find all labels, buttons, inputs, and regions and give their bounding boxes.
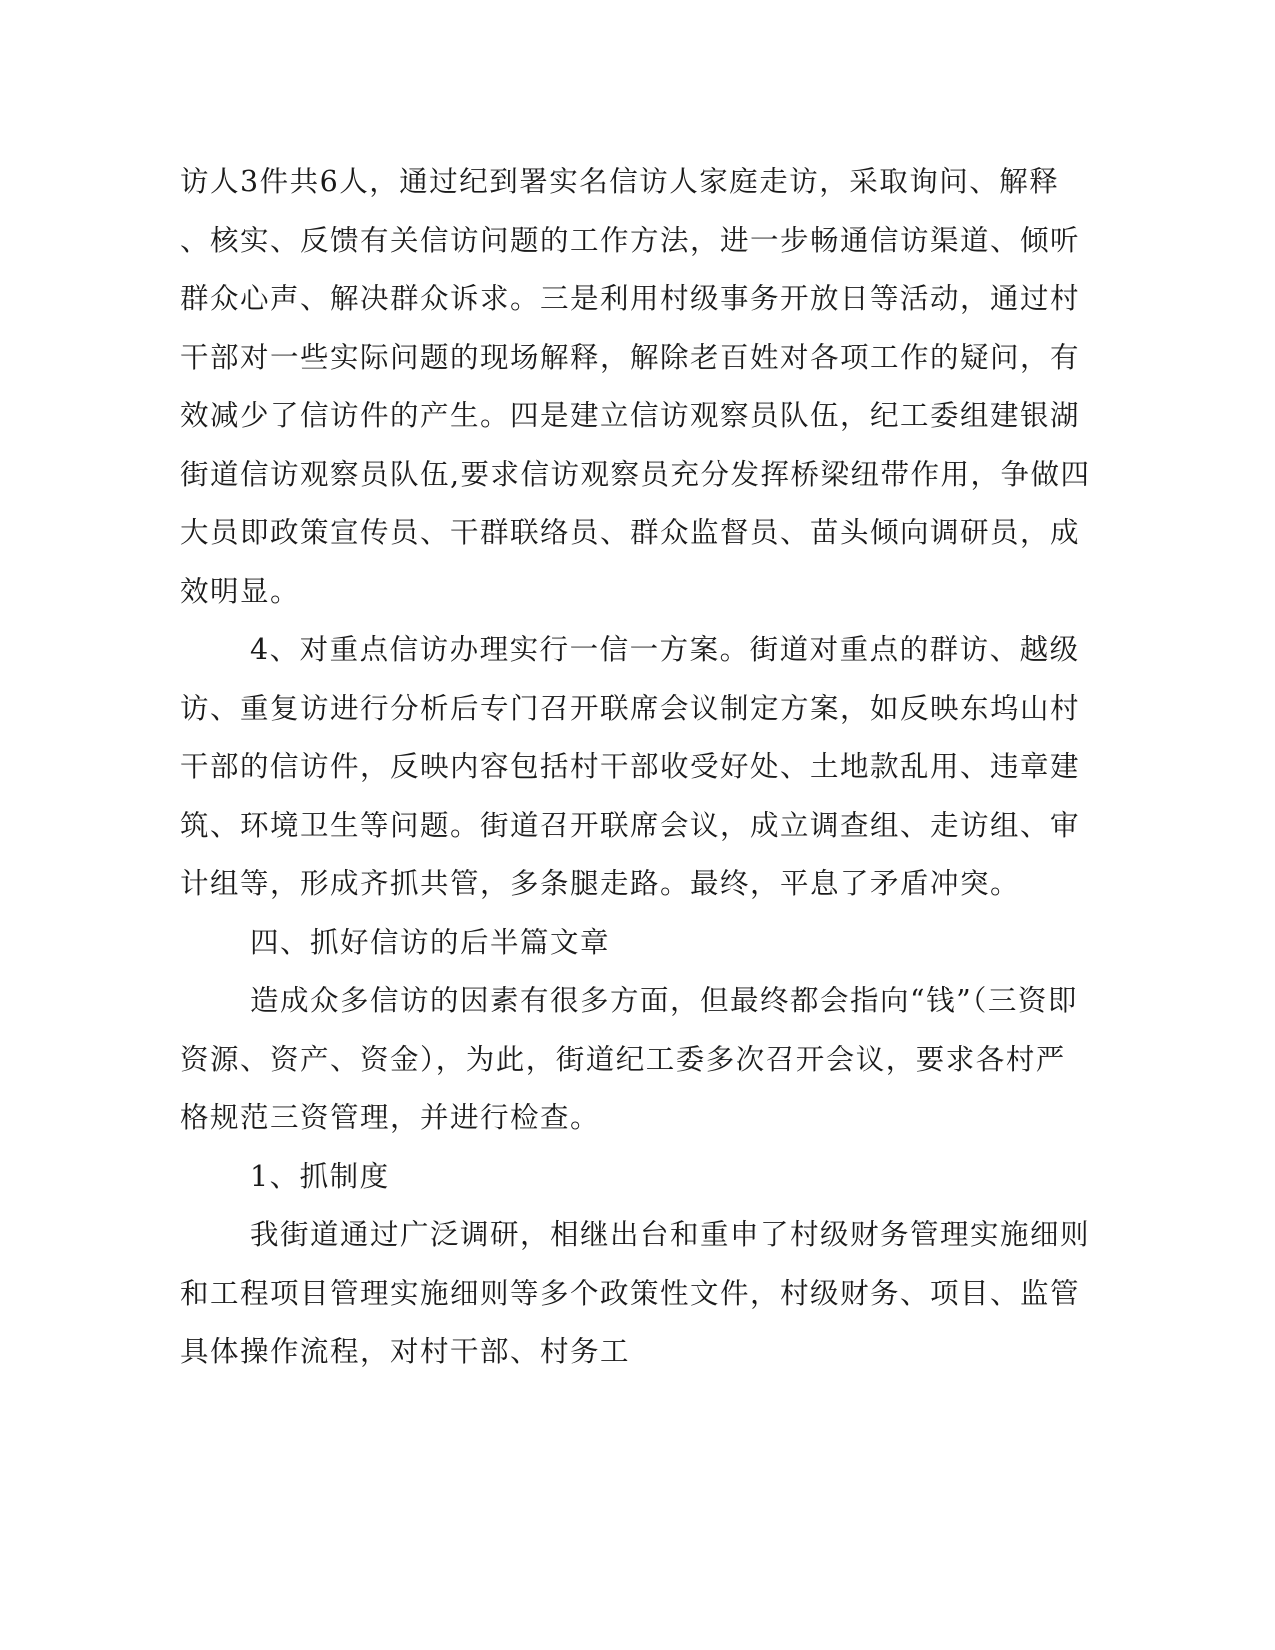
text-line: 和工程项目管理实施细则等多个政策性文件，村级财务、项目、监管 [180, 1277, 1081, 1310]
paragraph-first-line: 4、对重点信访办理实行一信一方案。街道对重点的群访、越级 [250, 633, 1080, 666]
text-line: 大员即政策宣传员、干群联络员、群众监督员、苗头倾向调研员，成 [180, 516, 1081, 549]
subsection-heading: 1、抓制度 [250, 1160, 390, 1193]
section-heading: 四、抓好信访的后半篇文章 [250, 926, 611, 959]
text-line: 计组等，形成齐抓共管，多条腿走路。最终，平息了矛盾冲突。 [180, 867, 1021, 900]
text-line: 具体操作流程，对村干部、村务工 [180, 1335, 631, 1368]
text-line: 访人3件共6人，通过纪到署实名信访人家庭走访，采取询问、解释 [180, 165, 1060, 198]
text-line: 、核实、反馈有关信访问题的工作方法，进一步畅通信访渠道、倾听 [180, 224, 1081, 257]
text-line: 访、重复访进行分析后专门召开联席会议制定方案，如反映东坞山村 [180, 692, 1081, 725]
text-line: 干部的信访件，反映内容包括村干部收受好处、土地款乱用、违章建 [180, 750, 1081, 783]
text-line: 效明显。 [180, 575, 301, 608]
paragraph-first-line: 我街道通过广泛调研，相继出台和重申了村级财务管理实施细则 [250, 1218, 1091, 1251]
text-line: 群众心声、解决群众诉求。三是利用村级事务开放日等活动，通过村 [180, 282, 1081, 315]
text-line: 格规范三资管理，并进行检查。 [180, 1101, 601, 1134]
text-line: 效减少了信访件的产生。四是建立信访观察员队伍，纪工委组建银湖 [180, 399, 1081, 432]
text-line: 街道信访观察员队伍,要求信访观察员充分发挥桥梁纽带作用，争做四 [180, 458, 1091, 491]
text-line: 筑、环境卫生等问题。街道召开联席会议，成立调查组、走访组、审 [180, 809, 1081, 842]
text-line: 干部对一些实际问题的现场解释，解除老百姓对各项工作的疑问，有 [180, 341, 1081, 374]
text-line: 资源、资产、资金），为此，街道纪工委多次召开会议，要求各村严 [180, 1043, 1066, 1076]
paragraph-first-line: 造成众多信访的因素有很多方面，但最终都会指向“钱”（三资即 [250, 984, 1078, 1017]
